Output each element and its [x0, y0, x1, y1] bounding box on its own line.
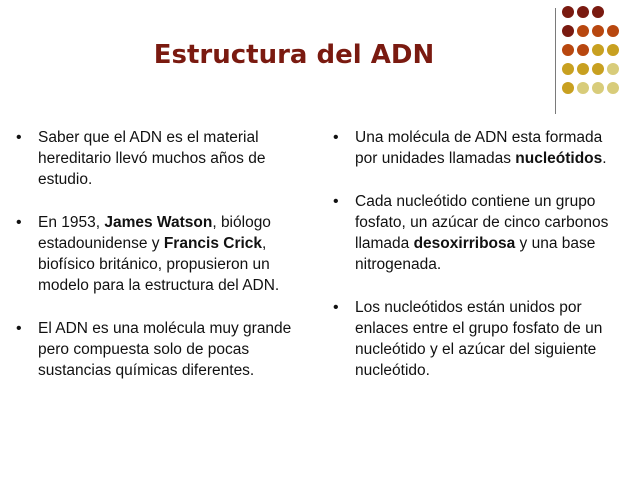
decor-dot-grid	[562, 6, 632, 106]
right-column	[333, 127, 623, 403]
bullet-icon: •	[16, 320, 22, 337]
decor-dot	[607, 82, 619, 94]
decor-dot	[562, 25, 574, 37]
bullet-item	[333, 127, 623, 169]
decor-dot	[592, 44, 604, 56]
decor-dot	[592, 6, 604, 18]
bullet-item	[16, 212, 298, 296]
bullet-item	[16, 318, 298, 381]
decor-dot	[577, 6, 589, 18]
decor-dot	[607, 44, 619, 56]
decor-dot	[577, 82, 589, 94]
bullet-icon: •	[333, 299, 339, 316]
left-column	[16, 127, 298, 403]
bold-term: Francis Crick	[163, 235, 263, 252]
decor-dot	[592, 82, 604, 94]
bullet-icon: •	[333, 129, 339, 146]
bold-term: James Watson	[104, 214, 213, 231]
decor-dot	[577, 44, 589, 56]
text-segment: Los nucleótidos están unidos por enlaces entre el grupo fosfato de un nucleótido y el azúcar del siguiente nucleótido.	[355, 299, 603, 379]
text-segment: .	[602, 150, 607, 167]
decor-dot	[562, 44, 574, 56]
bullet-text	[355, 297, 623, 381]
text-segment: En 1953,	[38, 214, 105, 231]
decor-dot	[607, 25, 619, 37]
bullet-icon: •	[333, 193, 339, 210]
decor-dot	[607, 63, 619, 75]
decor-dot	[592, 63, 604, 75]
decor-dot	[562, 63, 574, 75]
text-segment: Saber que el ADN es el material hereditario llevó muchos años de estudio.	[38, 129, 266, 188]
text-segment: Una molécula de ADN esta formada por unidades llamadas	[355, 129, 603, 167]
bold-term: desoxirribosa	[413, 235, 516, 252]
bullet-text	[38, 127, 298, 190]
bullet-text	[355, 191, 623, 275]
bullet-item	[333, 297, 623, 381]
bullet-item	[16, 127, 298, 190]
text-segment: , biólogo estadounidense y	[38, 214, 271, 252]
decor-dot	[577, 25, 589, 37]
bullet-text	[38, 318, 298, 381]
text-segment: Cada nucleótido contiene un grupo fosfato, un azúcar de cinco carbonos llamada	[355, 193, 609, 252]
bullet-text	[38, 212, 298, 296]
bullet-item	[333, 191, 623, 275]
text-segment: El ADN es una molécula muy grande pero compuesta solo de pocas sustancias químicas diferentes.	[38, 320, 292, 379]
bold-term: nucleótidos	[515, 150, 603, 167]
bullet-icon: •	[16, 214, 22, 231]
bullet-icon: •	[16, 129, 22, 146]
decor-vertical-line	[555, 8, 556, 114]
decor-dot	[562, 82, 574, 94]
slide-title: Estructura del ADN	[153, 40, 435, 70]
text-segment: , biofísico británico, propusieron un modelo para la estructura del ADN.	[38, 235, 280, 294]
decor-dot	[562, 6, 574, 18]
decor-dot	[577, 63, 589, 75]
text-segment: y una base nitrogenada.	[355, 235, 596, 273]
bullet-text	[355, 127, 623, 169]
decor-dot	[592, 25, 604, 37]
